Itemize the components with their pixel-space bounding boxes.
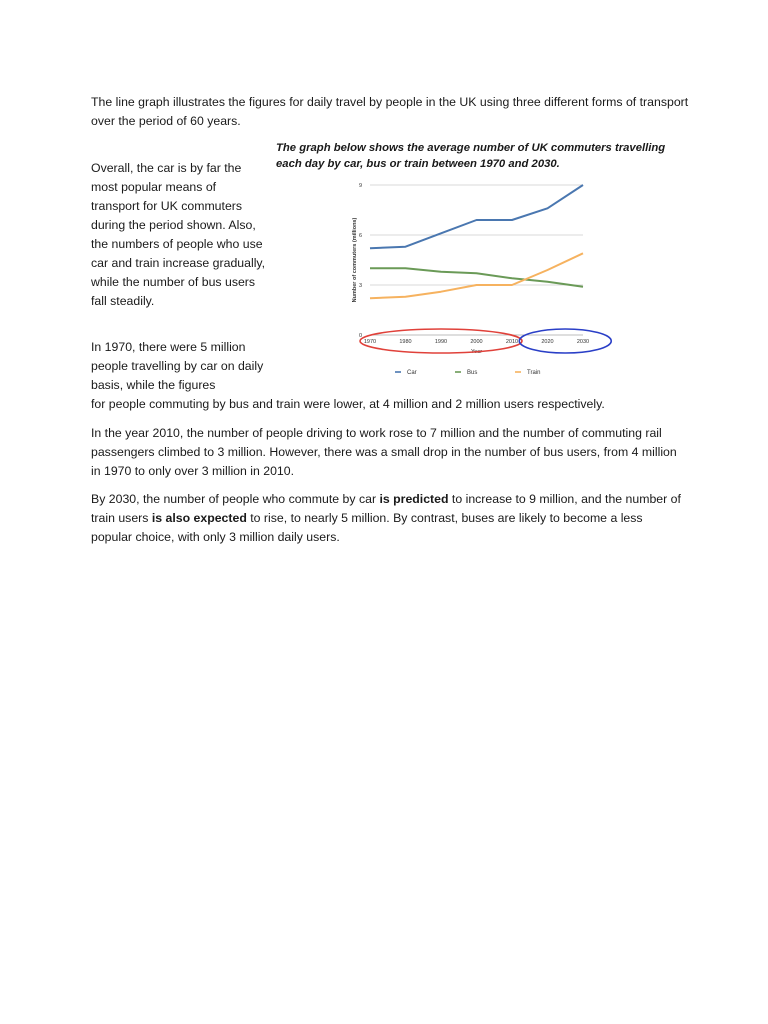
paragraph-2030-text-e: to rise, to nearly 5 million. By contrast, buses are likely to become a less popular choice, with only 3 million daily users. [91, 511, 643, 544]
x-tick-label-1970: 1970 [363, 339, 377, 345]
x-axis-title: Year [470, 349, 483, 355]
blue-highlight-ellipse [519, 329, 611, 353]
chart-title: The graph below shows the average number of UK commuters travelling each day by car, bus or train between 1970 and 2030. [276, 142, 666, 170]
paragraph-2030-text-c: to increase to 9 million, and the number of train users [91, 492, 681, 525]
legend-label-car: Car [407, 370, 417, 376]
x-tick-label-1980: 1980 [399, 339, 412, 345]
paragraph-2030 [91, 490, 683, 547]
y-axis-title: Number of commuters (millions) [352, 217, 358, 303]
legend-label-bus: Bus [467, 370, 478, 376]
intro-paragraph: The line graph illustrates the figures for daily travel by people in the UK using three different forms of transport over the period of 60 years. [91, 95, 689, 128]
y-tick-label-6: 6 [358, 233, 362, 239]
paragraph-1970-start: In 1970, there were 5 million people travelling by car on daily basis, while the figures [91, 340, 264, 392]
x-tick-label-1990: 1990 [434, 339, 448, 345]
x-tick-label-2020: 2020 [541, 339, 554, 345]
y-tick-label-3: 3 [358, 283, 362, 289]
line-chart [270, 131, 678, 383]
x-tick-label-2000: 2000 [470, 339, 483, 345]
paragraph-2010: In the year 2010, the number of people driving to work rose to 7 million and the number of commuting rail passengers climbed to 3 million. However, there was a small drop in the number of bus users, from 4 million in 1970 to only over 3 million in 2010. [91, 426, 677, 478]
y-tick-label-0: 0 [358, 333, 362, 339]
paragraph-1970-continued: for people commuting by bus and train were lower, at 4 million and 2 million users respectively. [91, 397, 605, 411]
series-line-train [370, 253, 583, 298]
line-chart-figure [270, 131, 678, 383]
x-tick-label-2030: 2030 [576, 339, 590, 345]
overall-paragraph: Overall, the car is by far the most popular means of transport for UK commuters during the period shown. Also, the numbers of people who use car and train increase gradually, while the number of bus users fall steadily. [91, 161, 266, 308]
legend-label-train: Train [527, 370, 541, 376]
x-tick-label-2010: 2010 [505, 339, 519, 345]
paragraph-2030-text-a: By 2030, the number of people who commute by car [91, 492, 380, 506]
paragraph-2030-bold-expected: is also expected [151, 511, 247, 525]
series-line-bus [370, 268, 583, 286]
series-line-car [370, 185, 583, 248]
paragraph-2030-bold-predicted: is predicted [379, 492, 449, 506]
y-tick-label-9: 9 [358, 183, 362, 189]
